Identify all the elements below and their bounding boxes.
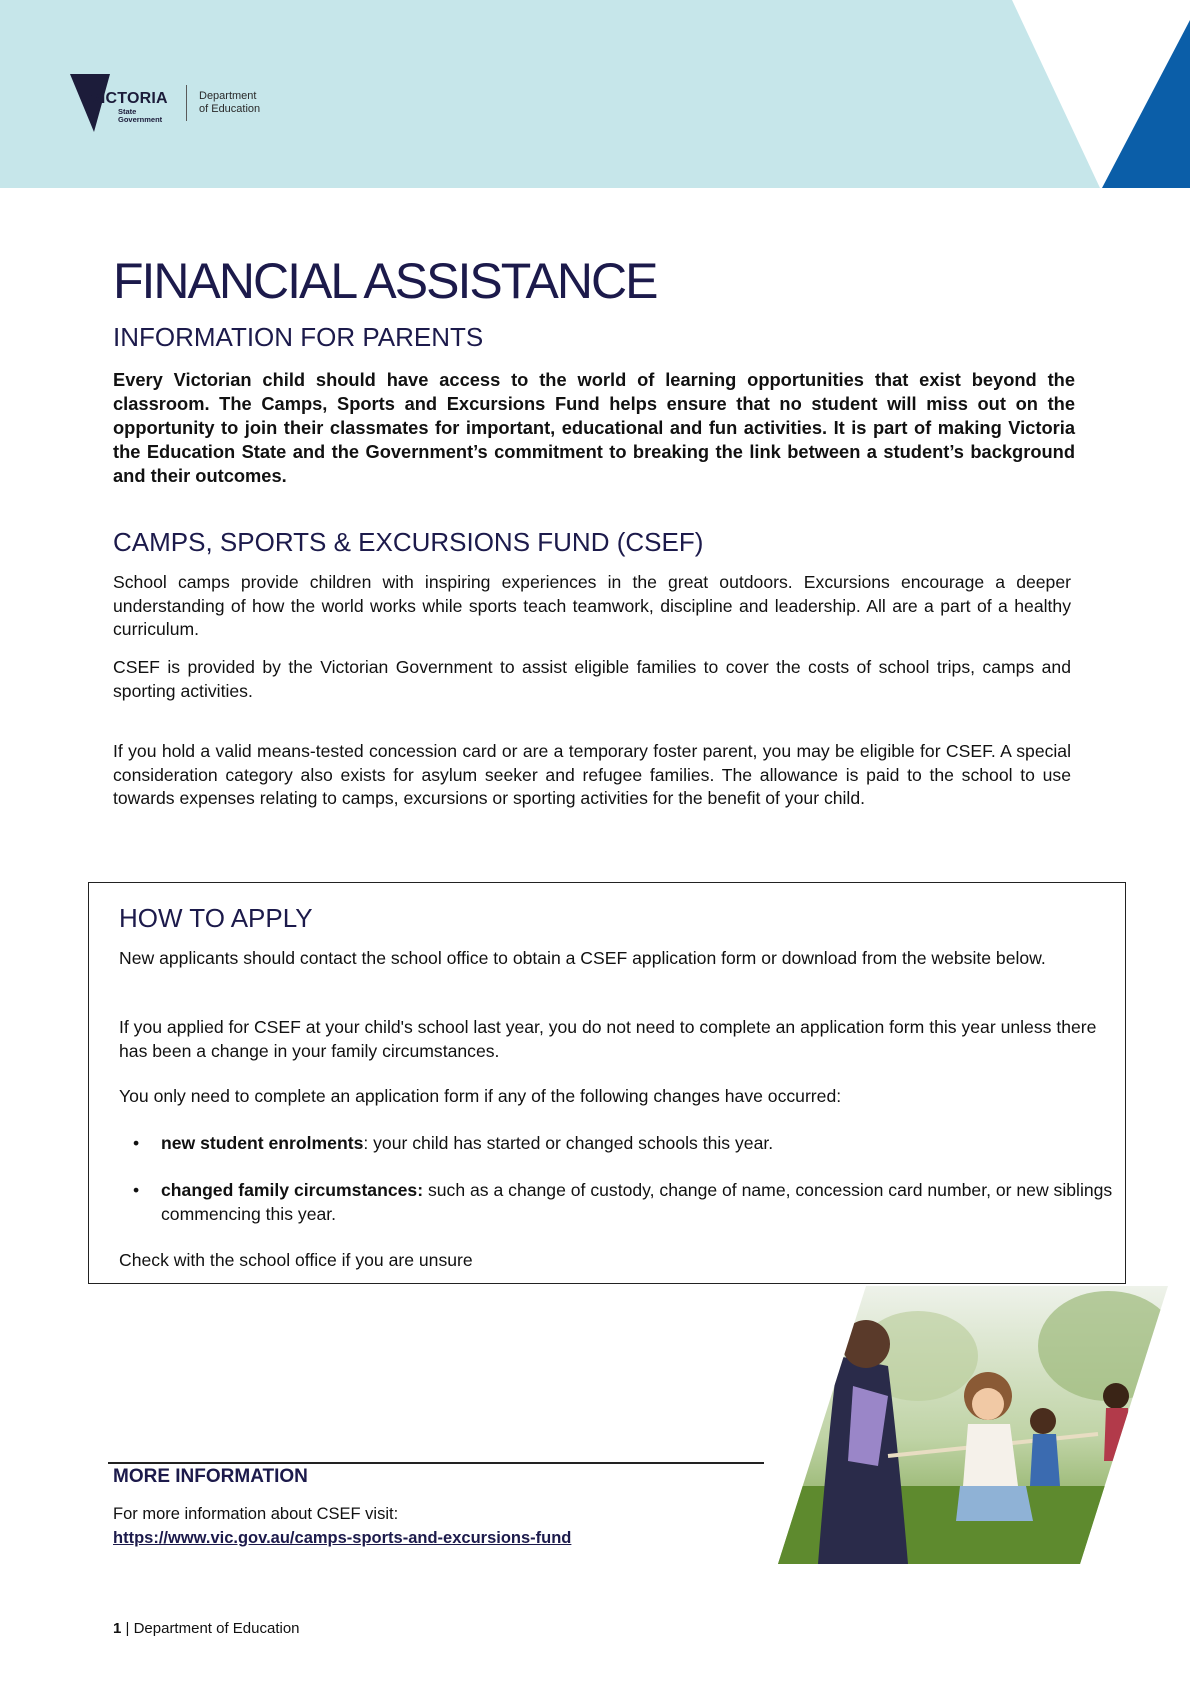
bullet-bold: new student enrolments: [161, 1133, 364, 1153]
more-info-heading: MORE INFORMATION: [113, 1466, 308, 1487]
bullet-icon: •: [133, 1133, 140, 1153]
footer-separator: |: [121, 1620, 134, 1637]
bullet-item: [119, 1132, 1119, 1156]
children-tug-of-war-photo: [778, 1286, 1168, 1564]
logo-divider: [186, 85, 187, 121]
page-subtitle: INFORMATION FOR PARENTS: [113, 322, 484, 352]
logo-department: [199, 90, 260, 116]
apply-paragraph-2: If you applied for CSEF at your child's school last year, you do not need to complete an application form this year unless there has been a change in your family circumstances.: [119, 1017, 1097, 1061]
logo-subtitle-line1: State: [118, 107, 137, 116]
apply-paragraph-4: Check with the school office if you are unsure: [119, 1250, 473, 1270]
how-to-apply-box: [88, 882, 1126, 1284]
victoria-logo[interactable]: [70, 72, 260, 134]
logo-dept-line1: Department: [199, 90, 257, 102]
csef-paragraph-1: School camps provide children with inspiring experiences in the great outdoors. Excursions encourage a deeper understanding of how the world works while sports teach teamwork, discipline and leadership. All are a part of a healthy curriculum.: [113, 572, 1071, 639]
bullet-text: : your child has started or changed schools this year.: [363, 1133, 774, 1153]
more-info-text: For more information about CSEF visit:: [113, 1505, 399, 1523]
bullet-text: such as a change of custody, change of name, concession card number, or new siblings commencing this year.: [161, 1180, 1113, 1224]
csef-paragraph-2: CSEF is provided by the Victorian Government to assist eligible families to cover the costs of school trips, camps and sporting activities.: [113, 657, 1071, 701]
more-info-divider: [108, 1462, 764, 1464]
csef-paragraph-3: If you hold a valid means-tested concession card or are a temporary foster parent, you may be eligible for CSEF. A special consideration category also exists for asylum seeker and refugee families. The allowance is paid to the school to use towards expenses relating to camps, excursions or sporting activities for the benefit of your child.: [113, 741, 1071, 808]
page-title: FINANCIAL ASSISTANCE: [113, 253, 657, 309]
page-footer: [113, 1620, 300, 1637]
logo-subtitle-line2: Government: [118, 115, 163, 124]
intro-paragraph: Every Victorian child should have access to the world of learning opportunities that exist beyond the classroom. The Camps, Sports and Excursions Fund helps ensure that no student will miss out on the opportunity to join their classmates for important, educational and fun activities. It is part of making Victoria the Education State and the Government’s commitment to breaking the link between a student’s background and their outcomes.: [113, 369, 1075, 486]
csef-heading: CAMPS, SPORTS & EXCURSIONS FUND (CSEF): [113, 527, 704, 557]
logo-dept-line2: of Education: [199, 103, 261, 115]
apply-paragraph-3: You only need to complete an application form if any of the following changes have occurred:: [119, 1086, 842, 1106]
apply-paragraph-1: New applicants should contact the school office to obtain a CSEF application form or download from the website below.: [119, 948, 1046, 968]
bullet-icon: •: [133, 1180, 140, 1200]
bullet-bold: changed family circumstances:: [161, 1180, 424, 1200]
bullet-item: [119, 1179, 1119, 1226]
csef-website-link[interactable]: https://www.vic.gov.au/camps-sports-and-excursions-fund: [113, 1529, 572, 1547]
logo-subtitle: [118, 108, 162, 124]
victoria-logo-mark: [70, 72, 180, 134]
footer-department: Department of Education: [133, 1620, 300, 1637]
page-number: 1: [113, 1620, 122, 1637]
how-to-apply-heading: HOW TO APPLY: [119, 903, 313, 933]
logo-wordmark: VICTORIA: [90, 90, 168, 107]
